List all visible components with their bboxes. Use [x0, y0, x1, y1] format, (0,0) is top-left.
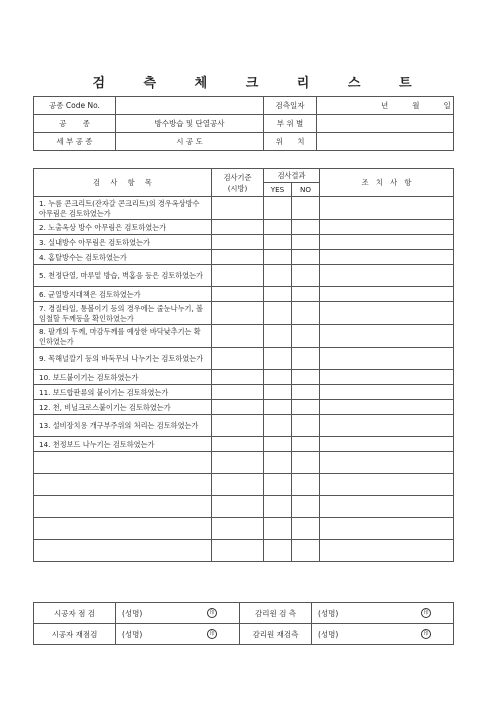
supervisor-reinspect-name: (성명) [318, 629, 339, 639]
action-field[interactable] [320, 348, 454, 370]
yes-checkbox[interactable] [264, 197, 292, 220]
item-text: 13. 설비장치용 개구부주위의 처리는 검토하였는가 [34, 415, 212, 437]
yes-checkbox[interactable] [264, 415, 292, 437]
col-criteria-line1: 검사기준 [223, 172, 252, 182]
yes-checkbox[interactable] [264, 250, 292, 265]
date-field[interactable] [317, 97, 454, 115]
no-checkbox[interactable] [292, 265, 320, 287]
seal-icon: 印 [207, 629, 217, 639]
yes-checkbox[interactable] [264, 452, 292, 474]
no-checkbox[interactable] [292, 400, 320, 415]
position-label: 위 치 [264, 133, 317, 151]
col-no-header: NO [292, 183, 320, 197]
no-checkbox[interactable] [292, 518, 320, 540]
criteria-field[interactable] [212, 235, 264, 250]
yes-checkbox[interactable] [264, 265, 292, 287]
yes-checkbox[interactable] [264, 235, 292, 250]
item-text: 3. 실내방수 아무림은 검토하였는가 [34, 235, 212, 250]
yes-checkbox[interactable] [264, 496, 292, 518]
checklist-row [34, 400, 454, 415]
seal-icon: 印 [421, 608, 431, 618]
date-day-label: 일 [443, 101, 451, 110]
date-year-label: 년 [381, 101, 389, 110]
action-field[interactable] [320, 400, 454, 415]
checklist-row [34, 348, 454, 370]
yes-checkbox[interactable] [264, 437, 292, 452]
no-checkbox[interactable] [292, 197, 320, 220]
no-checkbox[interactable] [292, 348, 320, 370]
yes-checkbox[interactable] [264, 474, 292, 496]
action-field[interactable] [320, 235, 454, 250]
yes-checkbox[interactable] [264, 518, 292, 540]
supervisor-inspect-label: 감리원 검 측 [240, 603, 312, 624]
criteria-field[interactable] [212, 287, 264, 302]
item-text [34, 474, 212, 496]
checklist-row [34, 302, 454, 325]
item-text: 14. 천정보드 나누기는 검토하였는가 [34, 437, 212, 452]
checklist-blank-row [34, 496, 454, 518]
checklist-row [34, 385, 454, 400]
yes-checkbox[interactable] [264, 400, 292, 415]
yes-checkbox[interactable] [264, 370, 292, 385]
checklist-row [34, 287, 454, 302]
criteria-field[interactable] [212, 518, 264, 540]
yes-checkbox[interactable] [264, 348, 292, 370]
work-type-value: 방수방습 및 단열공사 [116, 115, 264, 133]
action-field[interactable] [320, 197, 454, 220]
checklist-blank-row [34, 452, 454, 474]
item-text: 6. 균열방지대책은 검토하였는가 [34, 287, 212, 302]
item-text [34, 496, 212, 518]
col-yes-header: YES [264, 183, 292, 197]
date-month-label: 월 [412, 101, 420, 110]
yes-checkbox[interactable] [264, 540, 292, 562]
col-item-header: 검 사 항 목 [34, 169, 212, 197]
criteria-field[interactable] [212, 452, 264, 474]
item-text [34, 452, 212, 474]
criteria-field[interactable] [212, 415, 264, 437]
yes-checkbox[interactable] [264, 385, 292, 400]
contractor-recheck-sign-field[interactable] [116, 624, 240, 645]
contractor-recheck-label: 시공자 재점검 [34, 624, 116, 645]
action-field[interactable] [320, 415, 454, 437]
supervisor-reinspect-sign-field[interactable] [312, 624, 454, 645]
item-text: 7. 경질타일, 통볼이기 등의 경우에는 줄눈나누기, 볼임철할 두께등을 확인하였는가 [34, 302, 212, 325]
supervisor-reinspect-label: 감리원 재검측 [240, 624, 312, 645]
no-checkbox[interactable] [292, 325, 320, 348]
action-field[interactable] [320, 540, 454, 562]
criteria-field[interactable] [212, 400, 264, 415]
seal-icon: 印 [421, 629, 431, 639]
date-label: 검측일자 [264, 97, 317, 115]
position-value-field[interactable] [317, 133, 454, 151]
yes-checkbox[interactable] [264, 220, 292, 235]
code-value-field[interactable] [116, 97, 264, 115]
signature-table [33, 602, 454, 645]
yes-checkbox[interactable] [264, 325, 292, 348]
item-text: 11. 보드합판류의 붙이기는 검토하였는가 [34, 385, 212, 400]
no-checkbox[interactable] [292, 370, 320, 385]
contractor-check-sign-field[interactable] [116, 603, 240, 624]
item-text: 12. 천, 비닐크로스붙이기는 검토하였는가 [34, 400, 212, 415]
item-text: 4. 홈탈방수는 검토하였는가 [34, 250, 212, 265]
criteria-field[interactable] [212, 348, 264, 370]
item-text [34, 540, 212, 562]
criteria-field[interactable] [212, 370, 264, 385]
action-field[interactable] [320, 437, 454, 452]
action-field[interactable] [320, 496, 454, 518]
no-checkbox[interactable] [292, 496, 320, 518]
action-field[interactable] [320, 452, 454, 474]
checklist-row [34, 437, 454, 452]
item-text: 10. 보드붙이기는 검토하였는가 [34, 370, 212, 385]
action-field[interactable] [320, 385, 454, 400]
yes-checkbox[interactable] [264, 302, 292, 325]
item-text [34, 518, 212, 540]
checklist-row [34, 265, 454, 287]
sub-work-value: 시 공 도 [116, 133, 264, 151]
contractor-check-label: 시공자 점 검 [34, 603, 116, 624]
location-value-field[interactable] [317, 115, 454, 133]
seal-icon: 印 [207, 608, 217, 618]
action-field[interactable] [320, 265, 454, 287]
supervisor-inspect-name: (성명) [318, 608, 339, 618]
checklist-row [34, 415, 454, 437]
checklist-row [34, 235, 454, 250]
criteria-field[interactable] [212, 250, 264, 265]
action-field[interactable] [320, 325, 454, 348]
criteria-field[interactable] [212, 496, 264, 518]
contractor-check-name: (성명) [122, 608, 143, 618]
col-action-header: 조 치 사 항 [320, 169, 454, 197]
checklist-row [34, 197, 454, 220]
criteria-field[interactable] [212, 265, 264, 287]
contractor-recheck-name: (성명) [122, 629, 143, 639]
col-result-header: 검사결과 [264, 169, 320, 183]
no-checkbox[interactable] [292, 220, 320, 235]
no-checkbox[interactable] [292, 302, 320, 325]
no-checkbox[interactable] [292, 452, 320, 474]
action-field[interactable] [320, 302, 454, 325]
work-type-label: 공 종 [34, 115, 116, 133]
item-text: 2. 노출옥상 방수 아무림은 검토하였는가 [34, 220, 212, 235]
col-criteria-header [212, 169, 264, 197]
criteria-field[interactable] [212, 437, 264, 452]
checklist-row [34, 220, 454, 235]
header-table [33, 96, 454, 151]
item-text: 1. 누름 콘크리트(잔자갈 콘크리트)의 경우옥상방수 아무림은 검토하였는가 [34, 197, 212, 220]
col-criteria-line2: (시방) [227, 183, 248, 193]
action-field[interactable] [320, 287, 454, 302]
item-text: 5. 천정단열, 마루밑 방습, 벽홈음 등은 검토하였는가 [34, 265, 212, 287]
checklist-blank-row [34, 474, 454, 496]
criteria-field[interactable] [212, 540, 264, 562]
action-field[interactable] [320, 370, 454, 385]
criteria-field[interactable] [212, 474, 264, 496]
criteria-field[interactable] [212, 325, 264, 348]
no-checkbox[interactable] [292, 385, 320, 400]
action-field[interactable] [320, 518, 454, 540]
criteria-field[interactable] [212, 197, 264, 220]
criteria-field[interactable] [212, 385, 264, 400]
criteria-field[interactable] [212, 302, 264, 325]
checklist-row [34, 370, 454, 385]
action-field[interactable] [320, 220, 454, 235]
checklist-blank-row [34, 540, 454, 562]
no-checkbox[interactable] [292, 437, 320, 452]
page-title: 검 측 체 크 리 스 트 [92, 76, 429, 91]
no-checkbox[interactable] [292, 415, 320, 437]
no-checkbox[interactable] [292, 250, 320, 265]
action-field[interactable] [320, 474, 454, 496]
checklist-table [33, 168, 454, 562]
supervisor-inspect-sign-field[interactable] [312, 603, 454, 624]
checklist-blank-row [34, 518, 454, 540]
item-text: 8. 팔개의 두께, 마감두께를 예상한 바닥낮추기는 확인하였는가 [34, 325, 212, 348]
sub-work-label: 세 부 공 종 [34, 133, 116, 151]
no-checkbox[interactable] [292, 235, 320, 250]
no-checkbox[interactable] [292, 474, 320, 496]
yes-checkbox[interactable] [264, 287, 292, 302]
no-checkbox[interactable] [292, 287, 320, 302]
criteria-field[interactable] [212, 220, 264, 235]
item-text: 9. 목해널깔기 등의 바둑무늬 나누기는 검토하였는가 [34, 348, 212, 370]
location-label: 부 위 별 [264, 115, 317, 133]
checklist-row [34, 325, 454, 348]
checklist-row [34, 250, 454, 265]
no-checkbox[interactable] [292, 540, 320, 562]
code-label: 공종 Code No. [34, 97, 116, 115]
action-field[interactable] [320, 250, 454, 265]
